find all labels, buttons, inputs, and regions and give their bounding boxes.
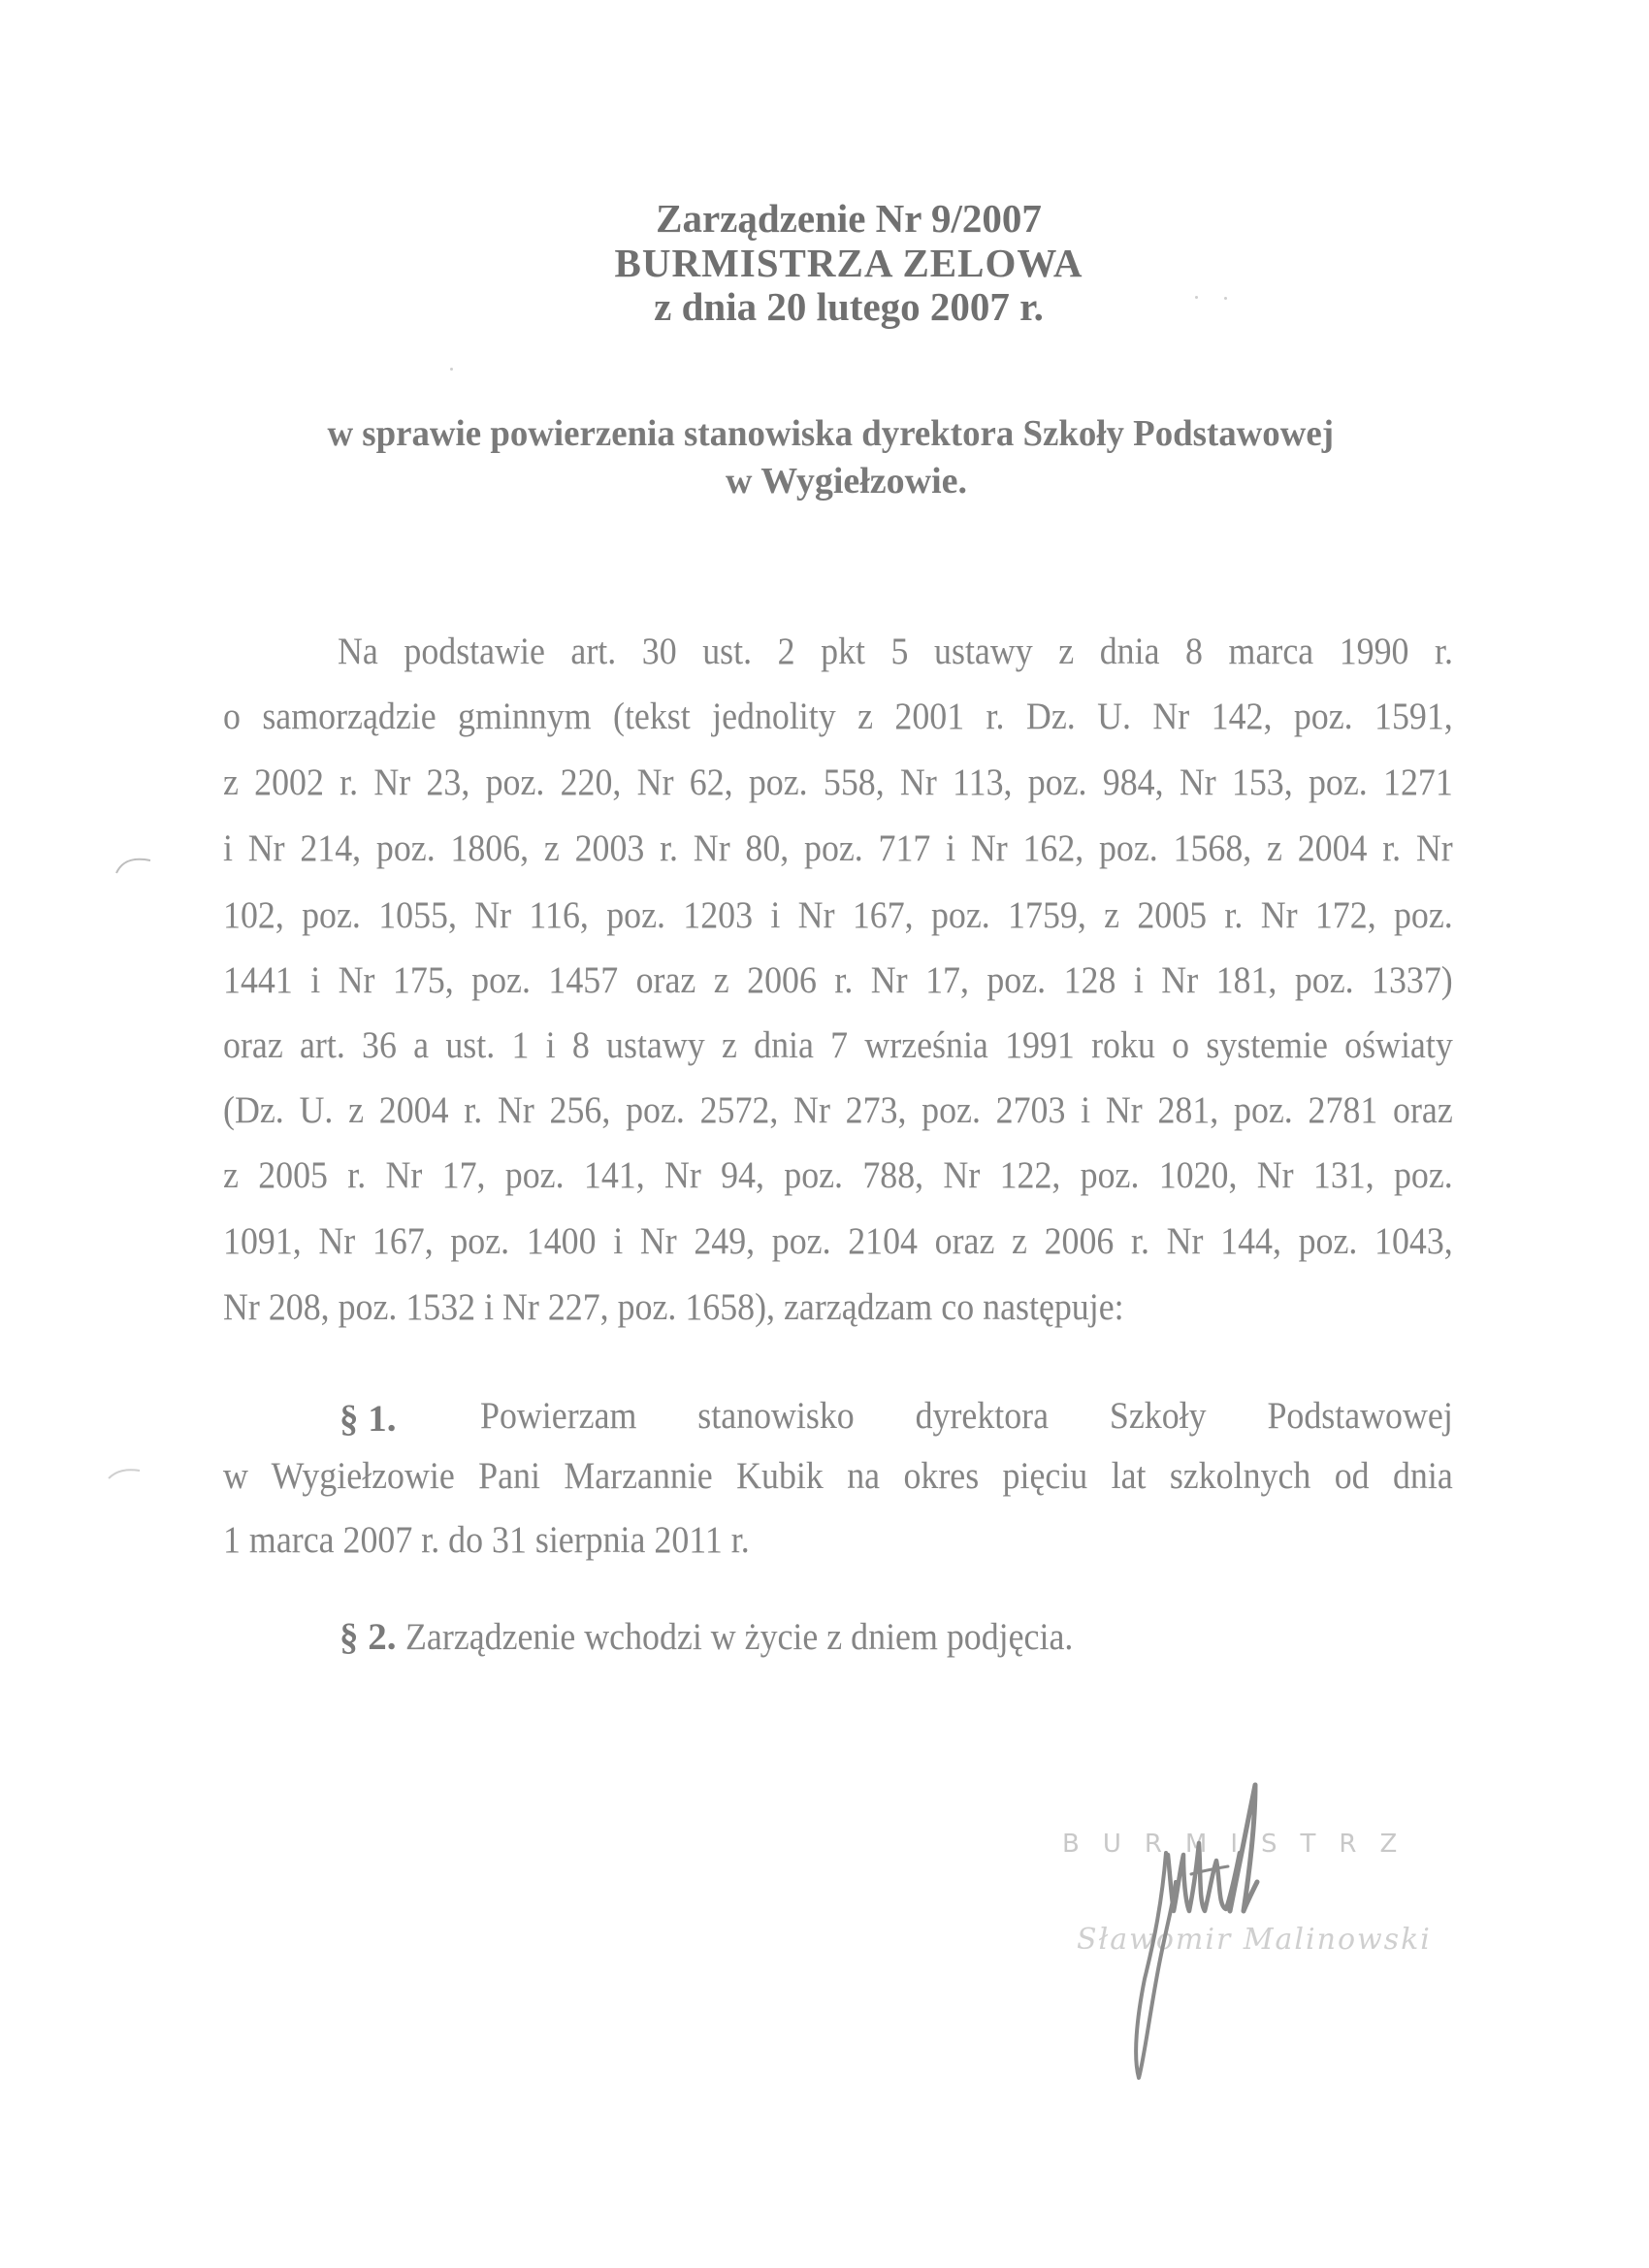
scan-speck bbox=[1224, 297, 1227, 300]
margin-pencil-mark bbox=[112, 849, 160, 878]
preamble-line: 102, poz. 1055, Nr 116, poz. 1203 i Nr 167, poz. 1759, z 2005 r. Nr 172, poz. bbox=[223, 894, 1453, 936]
document-title-line-1: Zarządzenie Nr 9/2007 bbox=[656, 196, 1042, 241]
document-title-line-2: BURMISTRZA ZELOWA bbox=[614, 241, 1083, 285]
stamp-name: Sławomir Malinowski bbox=[1077, 1923, 1432, 1957]
preamble-line: oraz art. 36 a ust. 1 i 8 ustawy z dnia 7 września 1991 roku o systemie oświaty bbox=[223, 1024, 1453, 1066]
scan-speck bbox=[450, 368, 453, 371]
section-1-line: Powierzam stanowisko dyrektora Szkoły Podstawowej bbox=[480, 1395, 1453, 1437]
preamble-line: 1441 i Nr 175, poz. 1457 oraz z 2006 r. Nr 17, poz. 128 i Nr 181, poz. 1337) bbox=[223, 959, 1453, 1001]
preamble-line: z 2005 r. Nr 17, poz. 141, Nr 94, poz. 788, Nr 122, poz. 1020, Nr 131, poz. bbox=[223, 1154, 1453, 1196]
margin-pencil-mark bbox=[105, 1463, 144, 1482]
preamble-line: i Nr 214, poz. 1806, z 2003 r. Nr 80, poz. 717 i Nr 162, poz. 1568, z 2004 r. Nr bbox=[223, 827, 1453, 869]
preamble-line: (Dz. U. z 2004 r. Nr 256, poz. 2572, Nr 273, poz. 2703 i Nr 281, poz. 2781 oraz bbox=[223, 1089, 1453, 1131]
scan-speck bbox=[1195, 296, 1198, 299]
document-title-line-3: z dnia 20 lutego 2007 r. bbox=[654, 284, 1044, 329]
preamble-line: 1091, Nr 167, poz. 1400 i Nr 249, poz. 2104 oraz z 2006 r. Nr 144, poz. 1043, bbox=[223, 1220, 1453, 1262]
section-1-mark: § 1. bbox=[340, 1398, 397, 1440]
preamble-line: Na podstawie art. 30 ust. 2 pkt 5 ustawy z dnia 8 marca 1990 r. bbox=[338, 631, 1453, 672]
section-1-line: 1 marca 2007 r. do 31 sierpnia 2011 r. bbox=[223, 1519, 750, 1561]
document-subtitle-line-2: w Wygiełzowie. bbox=[725, 461, 968, 502]
handwritten-signature bbox=[1116, 1766, 1339, 2086]
preamble-line: o samorządzie gminnym (tekst jednolity z 2001 r. Dz. U. Nr 142, poz. 1591, bbox=[223, 696, 1453, 737]
document-subtitle-line-1: w sprawie powierzenia stanowiska dyrektora Szkoły Podstawowej bbox=[327, 413, 1334, 454]
preamble-line: z 2002 r. Nr 23, poz. 220, Nr 62, poz. 558, Nr 113, poz. 984, Nr 153, poz. 1271 bbox=[223, 761, 1453, 803]
preamble-line: Nr 208, poz. 1532 i Nr 227, poz. 1658), zarządzam co następuje: bbox=[223, 1286, 1124, 1328]
stamp-title: BURMISTRZ bbox=[1062, 1830, 1421, 1859]
section-2-text: Zarządzenie wchodzi w życie z dniem podjęcia. bbox=[405, 1616, 1074, 1658]
section-2-mark: § 2. bbox=[340, 1616, 397, 1658]
section-1-line: w Wygiełzowie Pani Marzannie Kubik na okres pięciu lat szkolnych od dnia bbox=[223, 1455, 1453, 1497]
